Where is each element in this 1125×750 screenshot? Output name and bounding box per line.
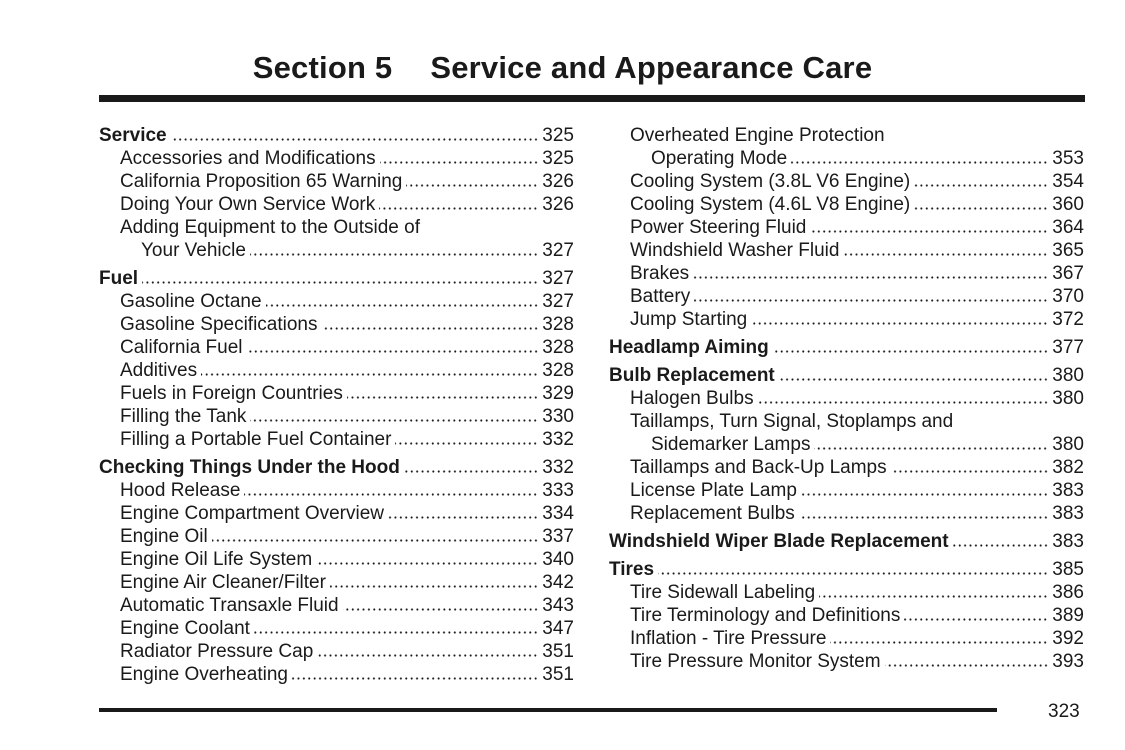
dot-leader [819, 595, 1048, 598]
toc-entry [609, 581, 1084, 604]
toc-entry-page: 380 [1052, 365, 1084, 386]
toc-entry-label: Adding Equipment to the Outside of [120, 217, 420, 238]
toc-entry-page: 343 [542, 595, 574, 616]
toc-entry [609, 410, 1084, 433]
page-number: 323 [1048, 701, 1080, 722]
toc-left-column [99, 124, 574, 686]
toc-entry [609, 308, 1084, 331]
dot-leader [171, 138, 539, 141]
toc-entry [609, 285, 1084, 308]
toc-section-entry [609, 336, 1084, 359]
header-rule [99, 95, 1085, 102]
toc-entry [609, 124, 1084, 147]
toc-entry-label: Operating Mode [651, 148, 788, 169]
toc-entry-page: 389 [1052, 605, 1084, 626]
page-title [0, 50, 1125, 86]
toc-entry [99, 193, 574, 216]
toc-entry-page: 386 [1052, 582, 1084, 603]
toc-entry-page: 365 [1052, 240, 1084, 261]
toc-entry-page: 326 [542, 171, 574, 192]
toc-entry-page: 327 [542, 240, 574, 261]
dot-leader [914, 207, 1048, 210]
toc-entry-label: Filling the Tank [120, 406, 247, 427]
toc-entry-label: Brakes [630, 263, 690, 284]
toc-entry [609, 604, 1084, 627]
dot-leader [347, 396, 538, 399]
dot-leader [791, 161, 1048, 164]
section-label: Section 5 [252, 50, 393, 85]
dot-leader [751, 322, 1048, 325]
toc-entry-page: 327 [542, 268, 574, 289]
toc-entry-label: Radiator Pressure Cap [120, 641, 314, 662]
toc-entry-page: 351 [542, 641, 574, 662]
toc-entry [99, 640, 574, 663]
toc-entry-label: Bulb Replacement [609, 365, 775, 386]
toc-entry [99, 502, 574, 525]
dot-leader [773, 350, 1049, 353]
toc-entry [609, 479, 1084, 502]
toc-entry-page: 330 [542, 406, 574, 427]
toc-entry-page: 380 [1052, 434, 1084, 455]
dot-leader [343, 608, 539, 611]
toc-section-entry [609, 558, 1084, 581]
toc-entry [609, 193, 1084, 216]
toc-entry-label: Doing Your Own Service Work [120, 194, 376, 215]
toc-entry-page: 360 [1052, 194, 1084, 215]
toc-entry [609, 456, 1084, 479]
toc-entry-label: Engine Oil Life System [120, 549, 313, 570]
toc-entry-label: Cooling System (3.8L V6 Engine) [630, 171, 911, 192]
toc-entry-label: California Proposition 65 Warning [120, 171, 403, 192]
toc-entry-page: 337 [542, 526, 574, 547]
dot-leader [317, 654, 538, 657]
toc-entry-page: 383 [1052, 503, 1084, 524]
toc-entry-page: 328 [542, 314, 574, 335]
toc-entry-page: 377 [1052, 337, 1084, 358]
dot-leader [247, 350, 539, 353]
toc-entry-label: Engine Oil [120, 526, 208, 547]
toc-entry [99, 239, 574, 262]
dot-leader [885, 664, 1049, 667]
toc-entry-label: Engine Air Cleaner/Filter [120, 572, 326, 593]
toc-entry [609, 650, 1084, 673]
toc-entry-page: 383 [1052, 480, 1084, 501]
toc-entry [99, 405, 574, 428]
dot-leader [201, 373, 538, 376]
toc-entry-page: 340 [542, 549, 574, 570]
dot-leader [322, 327, 539, 330]
toc-section-entry [99, 267, 574, 290]
dot-leader [693, 276, 1048, 279]
toc-entry-label: Gasoline Octane [120, 291, 262, 312]
toc-entry-page: 383 [1052, 531, 1084, 552]
dot-leader [779, 378, 1049, 381]
toc-right-column [609, 124, 1084, 673]
toc-entry [609, 387, 1084, 410]
toc-entry [99, 617, 574, 640]
toc-entry-label: California Fuel [120, 337, 243, 358]
toc-entry-label: Overheated Engine Protection [630, 125, 885, 146]
dot-leader [250, 253, 538, 256]
dot-leader [330, 585, 538, 588]
dot-leader [810, 230, 1048, 233]
toc-entry-page: 370 [1052, 286, 1084, 307]
section-title: Service and Appearance Care [430, 50, 873, 85]
toc-entry-page: 347 [542, 618, 574, 639]
dot-leader [758, 401, 1049, 404]
toc-entry [99, 216, 574, 239]
toc-entry-page: 332 [542, 457, 574, 478]
dot-leader [254, 631, 538, 634]
toc-entry-label: Jump Starting [630, 309, 748, 330]
dot-leader [406, 184, 538, 187]
toc-entry-page: 393 [1052, 651, 1084, 672]
footer-rule [99, 708, 997, 712]
toc-entry-label: Fuel [99, 268, 139, 289]
toc-entry-page: 334 [542, 503, 574, 524]
dot-leader [212, 539, 539, 542]
dot-leader [404, 470, 538, 473]
toc-entry-page: 351 [542, 664, 574, 685]
toc-entry [609, 147, 1084, 170]
dot-leader [830, 641, 1048, 644]
toc-entry-page: 372 [1052, 309, 1084, 330]
toc-entry-page: 385 [1052, 559, 1084, 580]
dot-leader [244, 493, 538, 496]
toc-entry-page: 354 [1052, 171, 1084, 192]
toc-entry [99, 663, 574, 686]
toc-entry [99, 170, 574, 193]
dot-leader [388, 516, 538, 519]
toc-entry [99, 548, 574, 571]
dot-leader [380, 161, 539, 164]
toc-entry [609, 262, 1084, 285]
toc-entry [99, 382, 574, 405]
toc-section-entry [609, 364, 1084, 387]
toc-entry-page: 367 [1052, 263, 1084, 284]
toc-entry-page: 332 [542, 429, 574, 450]
toc-entry-page: 382 [1052, 457, 1084, 478]
toc-entry-label: Hood Release [120, 480, 241, 501]
dot-leader [814, 447, 1048, 450]
toc-entry-label: Additives [120, 360, 198, 381]
toc-entry-label: Windshield Wiper Blade Replacement [609, 531, 949, 552]
toc-entry-label: Taillamps, Turn Signal, Stoplamps and [630, 411, 954, 432]
toc-entry-page: 353 [1052, 148, 1084, 169]
toc-entry [99, 479, 574, 502]
dot-leader [379, 207, 538, 210]
toc-entry-label: Tires [609, 559, 655, 580]
toc-section-entry [99, 124, 574, 147]
toc-entry [609, 502, 1084, 525]
toc-entry-label: Headlamp Aiming [609, 337, 769, 358]
toc-entry-label: Inflation - Tire Pressure [630, 628, 827, 649]
toc-entry-label: Service [99, 125, 167, 146]
dot-leader [843, 253, 1048, 256]
toc-entry-label: Your Vehicle [141, 240, 246, 261]
toc-entry-label: Windshield Washer Fluid [630, 240, 840, 261]
toc-entry-label: Sidemarker Lamps [651, 434, 811, 455]
toc-entry-page: 380 [1052, 388, 1084, 409]
toc-entry-page: 329 [542, 383, 574, 404]
toc-entry-label: Fuels in Foreign Countries [120, 383, 343, 404]
toc-entry-label: Replacement Bulbs [630, 503, 795, 524]
dot-leader [395, 442, 538, 445]
toc-entry-label: Power Steering Fluid [630, 217, 807, 238]
toc-entry [609, 239, 1084, 262]
toc-section-entry [99, 456, 574, 479]
toc-entry [99, 359, 574, 382]
toc-entry-label: Halogen Bulbs [630, 388, 754, 409]
toc-entry-label: Battery [630, 286, 691, 307]
toc-entry-label: Engine Overheating [120, 664, 288, 685]
toc-entry [609, 433, 1084, 456]
dot-leader [266, 304, 539, 307]
toc-entry [99, 336, 574, 359]
toc-entry-page: 392 [1052, 628, 1084, 649]
dot-leader [914, 184, 1048, 187]
toc-entry-label: Automatic Transaxle Fluid [120, 595, 339, 616]
toc-entry-label: Engine Coolant [120, 618, 250, 639]
dot-leader [799, 516, 1049, 519]
toc-entry-label: Gasoline Specifications [120, 314, 318, 335]
toc-entry-label: Tire Pressure Monitor System [630, 651, 881, 672]
dot-leader [142, 281, 538, 284]
toc-entry-label: Engine Compartment Overview [120, 503, 384, 524]
toc-entry [99, 313, 574, 336]
toc-entry [99, 594, 574, 617]
toc-entry-page: 364 [1052, 217, 1084, 238]
toc-entry-page: 328 [542, 360, 574, 381]
dot-leader [891, 470, 1049, 473]
toc-entry-label: Tire Terminology and Definitions [630, 605, 901, 626]
toc-entry-page: 326 [542, 194, 574, 215]
dot-leader [250, 419, 538, 422]
dot-leader [292, 677, 538, 680]
toc-entry [609, 627, 1084, 650]
toc-entry-page: 342 [542, 572, 574, 593]
toc-section-entry [609, 530, 1084, 553]
toc-entry [99, 571, 574, 594]
toc-entry-page: 325 [542, 125, 574, 146]
toc-entry [99, 147, 574, 170]
dot-leader [694, 299, 1048, 302]
toc-entry [99, 290, 574, 313]
toc-entry-label: Accessories and Modifications [120, 148, 376, 169]
toc-entry [99, 428, 574, 451]
toc-entry-label: Tire Sidewall Labeling [630, 582, 816, 603]
dot-leader [316, 562, 538, 565]
toc-entry-page: 328 [542, 337, 574, 358]
toc-entry-page: 325 [542, 148, 574, 169]
dot-leader [658, 572, 1048, 575]
dot-leader [953, 544, 1049, 547]
toc-entry [609, 170, 1084, 193]
dot-leader [801, 493, 1048, 496]
toc-entry [609, 216, 1084, 239]
toc-entry-page: 333 [542, 480, 574, 501]
toc-entry [99, 525, 574, 548]
toc-entry-label: Cooling System (4.6L V8 Engine) [630, 194, 911, 215]
toc-entry-label: License Plate Lamp [630, 480, 797, 501]
toc-entry-label: Filling a Portable Fuel Container [120, 429, 392, 450]
dot-leader [904, 618, 1048, 621]
toc-entry-page: 327 [542, 291, 574, 312]
toc-entry-label: Checking Things Under the Hood [99, 457, 400, 478]
toc-entry-label: Taillamps and Back-Up Lamps [630, 457, 887, 478]
